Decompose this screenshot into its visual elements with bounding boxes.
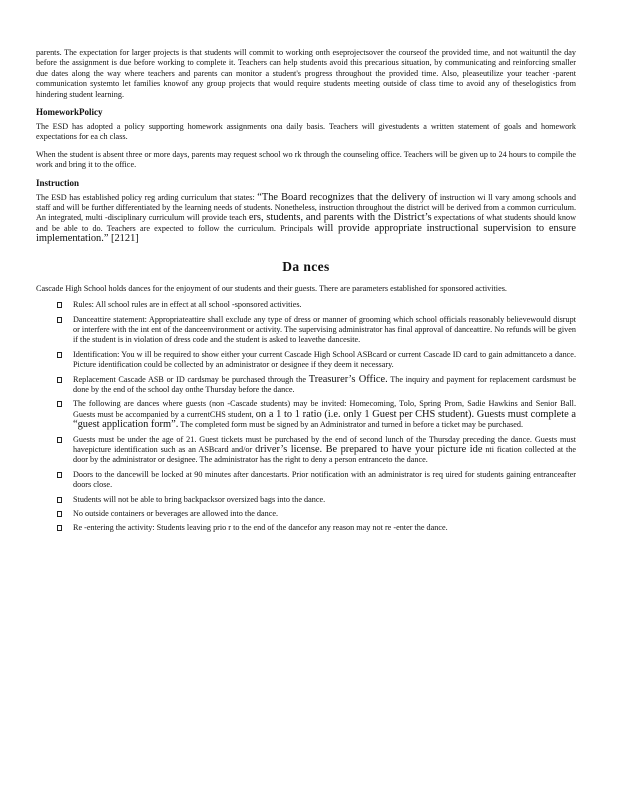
checkbox-bullet-icon [57,525,62,531]
instruction-text-e: expectations of what students should know and be able to do. Teachers are expected to follow the curriculum. Principals [36,213,576,233]
instruction-text-c: instruction wi ll vary among schools and staff and will be further differentiated by the learning needs of students. Nonetheless, instruction throughout the district will be derived from a common curriculum. An integrated, multi -disciplinary curriculum will provide teach [36,192,576,223]
instruction-heading: Instruction [36,177,80,188]
homework-paragraph-2: When the student is absent three or more days, parents may request school wo rk through the counseling office. Teachers will be given up to 24 hours to compile the work and bring it to the office. [36,149,576,170]
dance-rules-list [36,300,576,534]
checkbox-bullet-icon [57,511,62,517]
instruction-paragraph [36,193,576,245]
checkbox-bullet-icon [57,352,62,358]
document-page [36,48,576,538]
homework-paragraph-1: The ESD has adopted a policy supporting homework assignments ona daily basis. Teachers will givestudents a written statement of goals and homework expectations for ea ch class. [36,122,576,142]
checkbox-bullet-icon [57,401,62,407]
list-item: No outside containers or beverages are allowed into the dance. [36,509,576,519]
list-item: Rules: All school rules are in effect at all school -sponsored activities. [36,300,576,310]
instruction-quote-a: “The Board recognizes that the delivery of [257,191,438,203]
list-item: Doors to the dancewill be locked at 90 minutes after dancestarts. Prior notification with an administrator is req uired for students gaining entranceafter doors close. [36,470,576,491]
checkbox-bullet-icon [57,377,62,383]
list-item: Students will not be able to bring backpacksor oversized bags into the dance. [36,495,576,505]
homework-policy-heading: HomeworkPolicy [36,107,103,118]
checkbox-bullet-icon [57,497,62,503]
list-item: Guests must be under the age of 21. Guest tickets must be purchased by the end of second lunch of the Thursday preceding the dance. Guests must havepicture identification such as an ASBcard and/or driver’s license. Be prepared to have your picture ide nti fication collected at the door by the administrator or designee. The administrator has the right to deny a person entranceto the dance. [36,435,576,466]
checkbox-bullet-icon [57,437,62,443]
list-item: Replacement Cascade ASB or ID cardsmay be purchased through the Treasurer’s Office. The inquiry and payment for replacement cardsmust be done by the end of the school day onthe Thursday before the dance. [36,375,576,396]
list-item: The following are dances where guests (non -Cascade students) may be invited: Homecoming, Tolo, Spring Prom, Sadie Hawkins and Senior Ball. Guests must be accompanied by a currentCHS student, on a 1 to 1 ratio (i.e. only 1 Guest per CHS student). Guests must complete a “guest application form”. The completed form must be signed by an Administrator and turned in before a ticket may be purchased. [36,399,576,430]
instruction-quote-c: will provide appropriate instructional supervision to ensure implementation.” [2121] [36,222,576,245]
intro-paragraph: parents. The expectation for larger projects is that students will commit to working onth eseprojectsover the courseof the provided time, and not waituntil the day before the assignment is due before working to complete it. Teachers can help students avoid this precarious situation, by communicating and reinforcing smaller due dates along the way where teachers and parents can monitor a student's progress throughout the provided time. Also, pleaseutilize your teacher -parent communication systemto let families knowof any group projects that would require students meeting outside of class time to avoid any of theselogistics from hindering student learning. [36,48,576,99]
checkbox-bullet-icon [57,317,62,323]
list-item: Danceattire statement: Appropriateattire shall exclude any type of dress or manner of grooming which school officials reasonably believewould disrupt or interfere with the int ent of the danceenvironment or activity. The supervising administrator has final approval of danceattire. No refunds will be given if the student is in violation of dress code and the student is asked to leavethe dancesite. [36,315,576,346]
instruction-text-a: The ESD has established policy reg arding curriculum that states: [36,192,258,202]
instruction-quote-b: ers, students, and parents with the District’s [248,212,432,224]
dances-title: Da nces [282,258,330,274]
dances-intro: Cascade High School holds dances for the enjoyment of our students and their guests. There are parameters established for sponsored activities. [36,283,507,293]
list-item: Identification: You w ill be required to show either your current Cascade High School ASBcard or current Cascade ID card to gain admittanceto a dance. Picture identification could be collected by an administrator or designee if they deem it necessary. [36,350,576,371]
checkbox-bullet-icon [57,472,62,478]
list-item: Re -entering the activity: Students leaving prio r to the end of the dancefor any reason may not re -enter the dance. [36,523,576,533]
checkbox-bullet-icon [57,302,62,308]
